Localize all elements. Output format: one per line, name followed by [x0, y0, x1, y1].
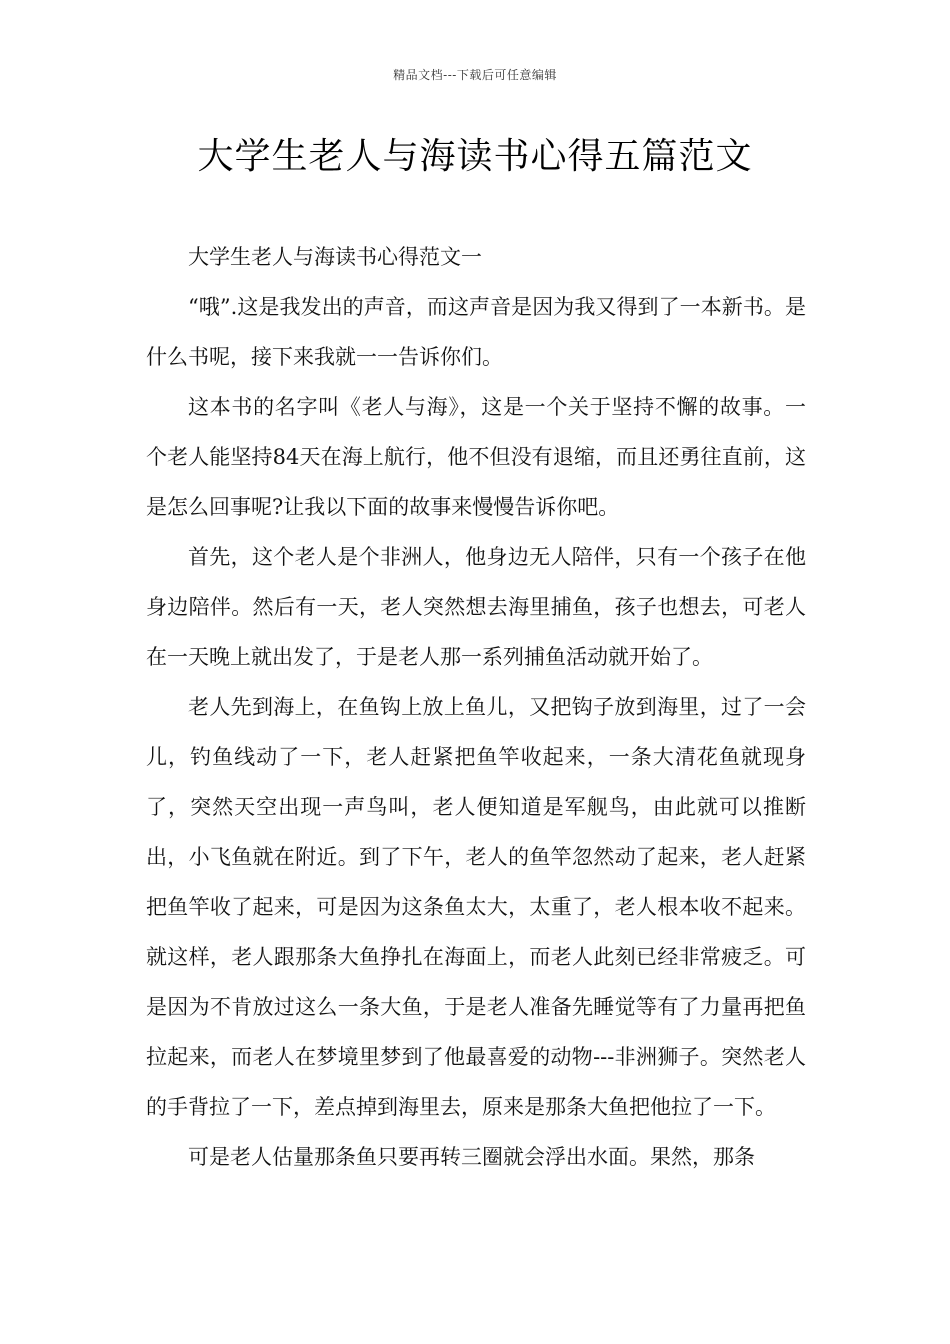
paragraph: “哦”.这是我发出的声音，而这声音是因为我又得到了一本新书。是什么书呢，接下来我就一一告诉你们。 — [146, 295, 806, 369]
section-heading: 大学生老人与海读书心得范文一 — [188, 245, 482, 269]
paragraph: 可是老人估量那条鱼只要再转三圈就会浮出水面。果然，那条 — [188, 1145, 755, 1169]
document-body — [146, 232, 806, 1182]
document-title: 大学生老人与海读书心得五篇范文 — [197, 136, 753, 177]
paragraph: 老人先到海上，在鱼钩上放上鱼儿，又把钩子放到海里，过了一会儿，钓鱼线动了一下，老人赶紧把鱼竿收起来，一条大清花鱼就现身了，突然天空出现一声鸟叫，老人便知道是军舰鸟，由此就可以推断出，小飞鱼就在附近。到了下午，老人的鱼竿忽然动了起来，老人赶紧把鱼竿收了起来，可是因为这条鱼太大，太重了，老人根本收不起来。就这样，老人跟那条大鱼挣扎在海面上，而老人此刻已经非常疲乏。可是因为不肯放过这么一条大鱼，于是老人准备先睡觉等有了力量再把鱼拉起来，而老人在梦境里梦到了他最喜爱的动物---非洲狮子。突然老人的手背拉了一下，差点掉到海里去，原来是那条大鱼把他拉了一下。 — [146, 695, 806, 1119]
paragraph: 首先，这个老人是个非洲人，他身边无人陪伴，只有一个孩子在他身边陪伴。然后有一天，老人突然想去海里捕鱼，孩子也想去，可老人在一天晚上就出发了，于是老人那一系列捕鱼活动就开始了。 — [146, 545, 806, 669]
paragraph: 这本书的名字叫《老人与海》，这是一个关于坚持不懈的故事。一个老人能坚持84天在海上航行，他不但没有退缩，而且还勇往直前，这是怎么回事呢?让我以下面的故事来慢慢告诉你吧。 — [146, 395, 806, 519]
header-note: 精品文档---下载后可任意编辑 — [393, 68, 557, 82]
